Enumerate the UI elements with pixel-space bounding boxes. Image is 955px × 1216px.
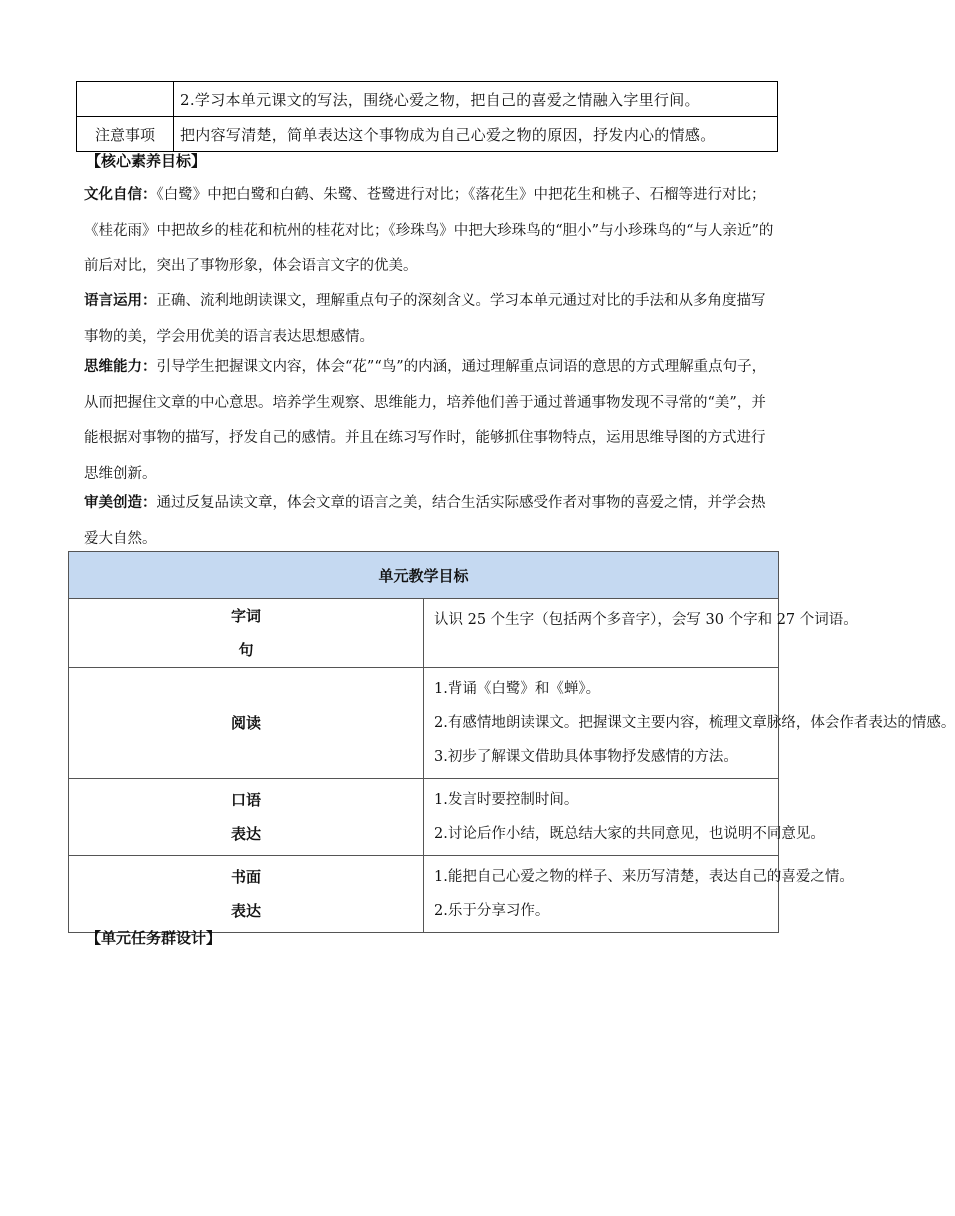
row-label [77, 82, 174, 117]
goal-item: 2.有感情地朗读课文。把握课文主要内容，梳理文章脉络，体会作者表达的情感。 [434, 715, 955, 731]
requirements-row [77, 117, 778, 152]
goal-content [424, 856, 854, 933]
row-content: 把内容写清楚，简单表达这个事物成为自己心爱之物的原因，抒发内心的情感。 [174, 117, 778, 152]
goal-text: 正确、流利地朗读课文，理解重点句子的深刻含义。学习本单元通过对比的手法和从多角度描写事物的美，学会用优美的语言表达思想感情。 [84, 293, 766, 345]
goal-item: 1.发言时要控制时间。 [434, 792, 579, 808]
goal-row [69, 668, 779, 779]
task-group-heading: 【单元任务群设计】 [86, 929, 222, 947]
goal-item: 3.初步了解课文借助具体事物抒发感情的方法。 [434, 749, 738, 765]
goal-keyword: 语言运用： [84, 293, 157, 309]
goal-item: 2.乐于分享习作。 [434, 903, 550, 919]
goal-category: 字词 句 [69, 599, 424, 668]
goal-paragraph-language [84, 284, 778, 355]
requirements-row [77, 82, 778, 117]
goal-text: 《白鹭》中把白鹭和白鹤、朱鹭、苍鹭进行对比；《落花生》中把花生和桃子、石榴等进行对比；《桂花雨》中把故乡的桂花和杭州的桂花对比；《珍珠鸟》中把大珍珠鸟的“胆小”与小珍珠鸟的“与人亲近”的前后对比，突出了事物形象，体会语言文字的优美。 [84, 187, 774, 274]
goal-paragraph-thinking [84, 350, 778, 492]
goal-keyword: 思维能力： [84, 359, 157, 375]
goal-row [69, 599, 779, 668]
goal-item: 1.背诵《白鹭》和《蝉》。 [434, 681, 601, 697]
goal-item: 2.讨论后作小结，既总结大家的共同意见，也说明不同意见。 [434, 826, 825, 842]
goal-item: 认识 25 个生字（包括两个多音字），会写 30 个字和 27 个词语。 [434, 612, 858, 628]
goal-paragraph-aesthetics [84, 486, 778, 557]
goal-content [424, 599, 858, 668]
goal-item: 1.能把自己心爱之物的样子、来历写清楚，表达自己的喜爱之情。 [434, 869, 854, 885]
row-label: 注意事项 [77, 117, 174, 152]
core-goals-heading: 【核心素养目标】 [86, 152, 207, 170]
goal-keyword: 文化自信： [84, 187, 157, 203]
goal-content [424, 779, 825, 856]
goal-row [69, 856, 779, 933]
requirements-table [76, 81, 778, 152]
goal-content [424, 668, 955, 779]
goal-keyword: 审美创造： [84, 495, 157, 511]
goal-text: 通过反复品读文章，体会文章的语言之美，结合生活实际感受作者对事物的喜爱之情，并学会热爱大自然。 [84, 495, 766, 547]
goal-category: 口语 表达 [69, 779, 424, 856]
goal-category: 阅读 [69, 668, 424, 779]
goal-row [69, 779, 779, 856]
unit-goals-table [68, 551, 955, 933]
unit-goals-header: 单元教学目标 [69, 552, 779, 599]
row-content: 2.学习本单元课文的写法，围绕心爱之物，把自己的喜爱之情融入字里行间。 [174, 82, 778, 117]
goal-category: 书面 表达 [69, 856, 424, 933]
goal-paragraph-culture [84, 178, 778, 285]
goal-text: 引导学生把握课文内容，体会“花”“鸟”的内涵，通过理解重点词语的意思的方式理解重点句子，从而把握住文章的中心意思。培养学生观察、思维能力，培养他们善于通过普通事物发现不寻常的“美”，并能根据对事物的描写，抒发自己的感情。并且在练习写作时，能够抓住事物特点，运用思维导图的方式进行思维创新。 [84, 359, 767, 482]
